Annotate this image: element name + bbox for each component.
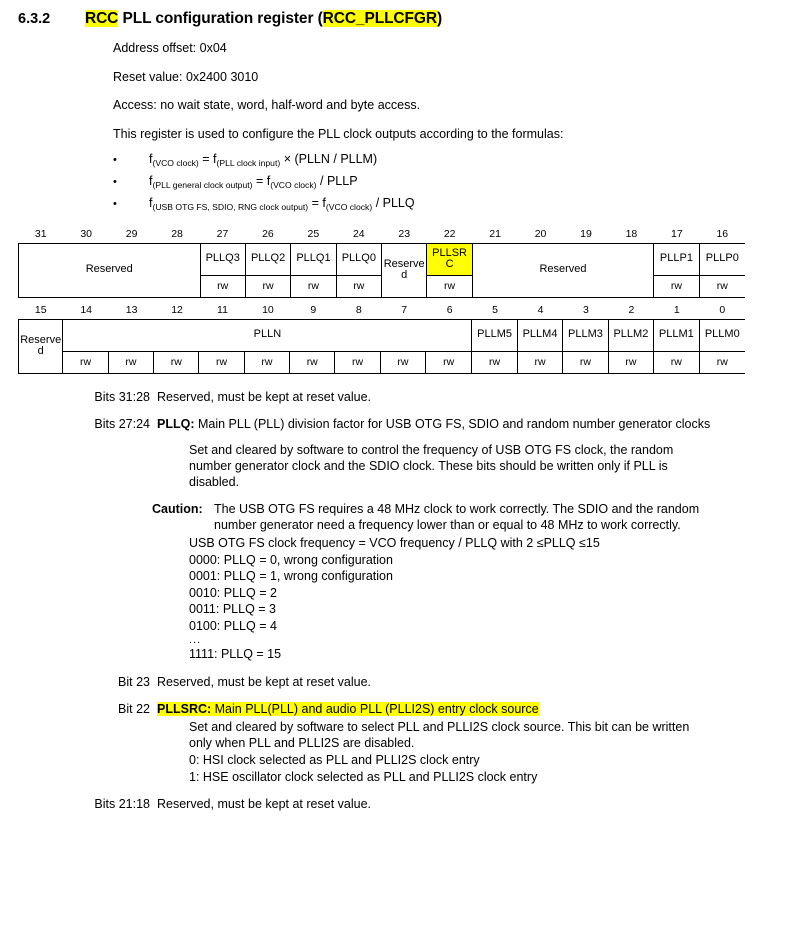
bit-number: 31 <box>34 227 47 240</box>
formula-text: = f <box>308 195 326 210</box>
bit-number: 30 <box>80 227 92 240</box>
register-field-cell <box>472 320 517 373</box>
section-number: 6.3.2 <box>18 11 51 27</box>
register-access-subrow <box>654 351 698 373</box>
pllq-ellipsis: ... <box>189 634 202 646</box>
bit-number: 5 <box>492 303 499 316</box>
bit-field-name: PLLSRC: <box>157 702 212 717</box>
pllsrc-paragraph: Set and cleared by software to select PLL and PLLI2S clock source. This bit can be written only when PLL and PLLI2S are disabled. <box>189 720 690 751</box>
bit-range-label: Bit 23 <box>118 674 150 689</box>
formula-subscript: (USB OTG FS, SDIO, RNG clock output) <box>152 201 309 212</box>
bit-number: 18 <box>625 227 638 240</box>
bit-field-name: PLLQ: <box>157 417 195 432</box>
register-field-cell <box>473 244 655 297</box>
register-field-label: PLLP1 <box>659 252 693 265</box>
register-access-cell: rw <box>246 275 290 297</box>
formula-text: f <box>149 195 153 210</box>
register-bit-map <box>18 227 745 374</box>
register-field-cell <box>337 244 382 297</box>
bit-row-23 <box>0 675 745 691</box>
register-access-cell: rw <box>427 275 471 297</box>
bit-range-label: Bit 22 <box>118 702 150 717</box>
bit-number: 22 <box>443 227 456 240</box>
register-field-cell <box>19 244 201 297</box>
pllq-paragraph: Set and cleared by software to control the frequency of USB OTG FS clock, the random number generator clock and the SDIO clock. These bits should be written only if PLL is disabled. <box>189 443 674 489</box>
formula-subscript: (VCO clock) <box>270 179 317 190</box>
bit-number: 16 <box>716 227 729 240</box>
bit-number: 7 <box>401 303 408 316</box>
register-access-cell: rw <box>654 351 698 373</box>
register-access-cell: rw <box>654 275 698 297</box>
bit-field-desc: Main PLL (PLL) division factor for USB OTG FS, SDIO and random number generator clocks <box>194 417 711 432</box>
bit-number: 11 <box>217 303 228 316</box>
heading-highlight-rcc: RCC <box>85 10 119 27</box>
register-field-label: Reserved <box>539 263 587 276</box>
register-field-cell <box>291 244 336 297</box>
register-field-label: PLLN <box>253 328 282 341</box>
register-access-cell: rw <box>563 351 607 373</box>
pllsrc-option-1: 1: HSE oscillator clock selected as PLL and PLLI2S clock entry <box>189 769 538 784</box>
bit-number: 17 <box>671 227 683 240</box>
bit-descriptions <box>0 390 787 813</box>
register-field-cell <box>518 320 563 373</box>
formula-text: / PLLP <box>316 173 358 188</box>
caution-label: Caution: <box>152 501 203 516</box>
register-access-cell: rw <box>199 351 244 373</box>
register-access-cell: rw <box>609 351 653 373</box>
register-access-cell: rw <box>335 351 380 373</box>
register-field-cell <box>427 244 472 297</box>
register-access-cell: rw <box>700 275 745 297</box>
register-access-cell: rw <box>381 351 426 373</box>
register-field-cell <box>700 320 745 373</box>
formula-expression <box>149 196 415 211</box>
intro-text: This register is used to configure the PLL clock outputs according to the formulas: <box>113 126 564 141</box>
register-access-subrow <box>518 351 562 373</box>
bit-range-label: Bits 27:24 <box>94 417 150 432</box>
register-field-label: Reserved <box>383 257 425 281</box>
bit-number: 8 <box>355 303 362 316</box>
pllsrc-highlight <box>157 702 539 716</box>
register-access-cell: rw <box>201 275 245 297</box>
bit-description-text: Reserved, must be kept at reset value. <box>157 797 371 812</box>
register-field-cell <box>700 244 745 297</box>
register-field-label: PLLQ0 <box>341 252 376 265</box>
register-access-cell: rw <box>291 275 335 297</box>
register-access-subrow <box>609 351 653 373</box>
register-access-cell: rw <box>245 351 290 373</box>
register-field-cell <box>382 244 427 297</box>
register-field-label: PLLM5 <box>477 328 513 341</box>
formula-list <box>113 152 747 211</box>
bit-number: 9 <box>310 303 317 316</box>
bit-number: 28 <box>171 227 183 240</box>
register-access-cell: rw <box>700 351 745 373</box>
register-field-label: Reserved <box>20 333 62 357</box>
register-field-label: PLLP0 <box>705 252 739 265</box>
register-access-subrow <box>63 351 471 373</box>
bit-number: 21 <box>489 227 501 240</box>
bit-number: 20 <box>534 227 547 240</box>
pllq-formula-line: USB OTG FS clock frequency = VCO frequency / PLLQ with 2 ≤PLLQ ≤15 <box>189 535 600 550</box>
bit-numbers-row-low <box>18 303 745 319</box>
register-field-label: PLLM3 <box>568 328 603 341</box>
pllq-value-last: 1111: PLLQ = 15 <box>189 647 282 662</box>
bit-number: 4 <box>537 303 544 316</box>
register-access-cell: rw <box>518 351 562 373</box>
caution-block <box>152 502 745 534</box>
formula-text: f <box>149 173 153 188</box>
register-access-subrow <box>472 351 516 373</box>
bit-number: 29 <box>125 227 138 240</box>
formula-expression <box>149 152 377 167</box>
register-field-label: PLLQ1 <box>296 252 331 265</box>
bit-numbers-row-high <box>18 227 745 243</box>
heading-highlight-regname: RCC_PLLCFGR <box>322 10 437 27</box>
formula-text: × (PLLN / PLLM) <box>280 151 378 166</box>
address-offset: Address offset: 0x04 <box>113 41 227 55</box>
bit-number: 23 <box>398 227 411 240</box>
caution-text: The USB OTG FS requires a 48 MHz clock to work correctly. The SDIO and the random number generator need a frequency lower than or equal to 48 MHz to work correctly. <box>214 501 700 532</box>
register-field-cell <box>609 320 654 373</box>
register-field-label: PLLM1 <box>658 328 694 341</box>
page-title <box>0 0 787 28</box>
bullet-icon: • <box>113 175 117 188</box>
register-field-label: Reserved <box>85 263 133 276</box>
pllsrc-option-0: 0: HSI clock selected as PLL and PLLI2S clock entry <box>189 753 480 768</box>
register-access-cell: rw <box>290 351 335 373</box>
formula-text: = f <box>252 173 271 188</box>
register-field-label: PLLSRC <box>427 244 471 275</box>
bit-description-text <box>157 417 745 433</box>
register-access-cell: rw <box>426 351 471 373</box>
register-field-cell <box>654 244 699 297</box>
register-access-cell: rw <box>337 275 381 297</box>
pllq-value-line: 0000: PLLQ = 0, wrong configuration <box>189 552 393 567</box>
register-field-label: PLLM0 <box>704 328 740 341</box>
register-field-cell <box>63 320 472 373</box>
register-field-label: PLLQ3 <box>205 252 240 265</box>
bit-number: 25 <box>307 227 320 240</box>
pllq-value-line: 0100: PLLQ = 4 <box>189 618 277 633</box>
register-field-cell <box>563 320 608 373</box>
bit-number: 27 <box>216 227 229 240</box>
bit-number: 12 <box>171 303 183 316</box>
bit-number: 0 <box>719 303 726 316</box>
bit-description-text <box>157 702 745 718</box>
formula-subscript: (VCO clock) <box>325 201 373 212</box>
section-title <box>85 10 442 28</box>
bit-row-27-24 <box>0 417 745 433</box>
bit-number: 15 <box>34 303 47 316</box>
access-description: Access: no wait state, word, half-word and byte access. <box>113 98 421 113</box>
bit-number: 26 <box>262 227 274 240</box>
register-field-cell <box>654 320 699 373</box>
formula-subscript: (VCO clock) <box>152 157 199 168</box>
bit-row-22 <box>0 702 745 718</box>
bit-field-desc: Main PLL(PLL) and audio PLL (PLLI2S) entry clock source <box>211 702 539 717</box>
register-meta-block <box>0 41 787 211</box>
bit-description-text: Reserved, must be kept at reset value. <box>157 389 371 404</box>
register-access-cell: rw <box>472 351 516 373</box>
bit-description-text: Reserved, must be kept at reset value. <box>157 674 371 689</box>
pllq-value-list <box>0 552 745 635</box>
bit-row-31-28 <box>0 390 745 406</box>
bit-row-21-18 <box>0 797 745 813</box>
bit-number: 14 <box>80 303 92 316</box>
bit-range-label: Bits 21:18 <box>94 797 150 812</box>
register-field-label: PLLM4 <box>522 328 558 341</box>
heading-title-end: ) <box>436 10 443 27</box>
bit-number: 13 <box>125 303 138 316</box>
bullet-icon: • <box>113 153 117 166</box>
register-access-subrow <box>700 351 745 373</box>
register-access-cell: rw <box>63 351 108 373</box>
register-field-label: PLLQ2 <box>250 252 286 265</box>
register-access-cell: rw <box>154 351 199 373</box>
register-field-cell <box>19 320 63 373</box>
formula-subscript: (PLL clock input) <box>216 157 281 168</box>
bit-number: 1 <box>673 303 680 316</box>
formula-row <box>113 174 747 189</box>
pllq-value-line: 0010: PLLQ = 2 <box>189 585 277 600</box>
bit-number: 3 <box>583 303 589 316</box>
formula-row <box>113 196 747 211</box>
formula-subscript: (PLL general clock output) <box>152 179 253 190</box>
bit-number: 10 <box>262 303 274 316</box>
pllq-value-line: 0001: PLLQ = 1, wrong configuration <box>189 569 393 583</box>
register-field-cell <box>246 244 291 297</box>
register-field-label: PLLM2 <box>613 328 649 341</box>
formula-text: f <box>149 151 153 166</box>
formula-row <box>113 152 747 167</box>
formula-text: = f <box>198 151 217 166</box>
bit-number: 19 <box>580 227 592 240</box>
bit-range-label: Bits 31:28 <box>94 389 150 404</box>
bit-number: 24 <box>352 227 365 240</box>
bit-number: 6 <box>446 303 453 316</box>
formula-expression <box>149 174 358 189</box>
heading-title-mid: PLL configuration register ( <box>118 10 323 27</box>
register-table-high <box>18 243 745 298</box>
register-table-low <box>18 319 745 374</box>
formula-text: / PLLQ <box>372 195 415 210</box>
bullet-icon: • <box>113 197 117 210</box>
pllq-value-line: 0011: PLLQ = 3 <box>189 602 276 616</box>
register-access-subrow <box>563 351 607 373</box>
register-field-cell <box>201 244 246 297</box>
bit-number: 2 <box>628 303 635 316</box>
reset-value: Reset value: 0x2400 3010 <box>113 69 259 84</box>
register-access-cell: rw <box>109 351 154 373</box>
